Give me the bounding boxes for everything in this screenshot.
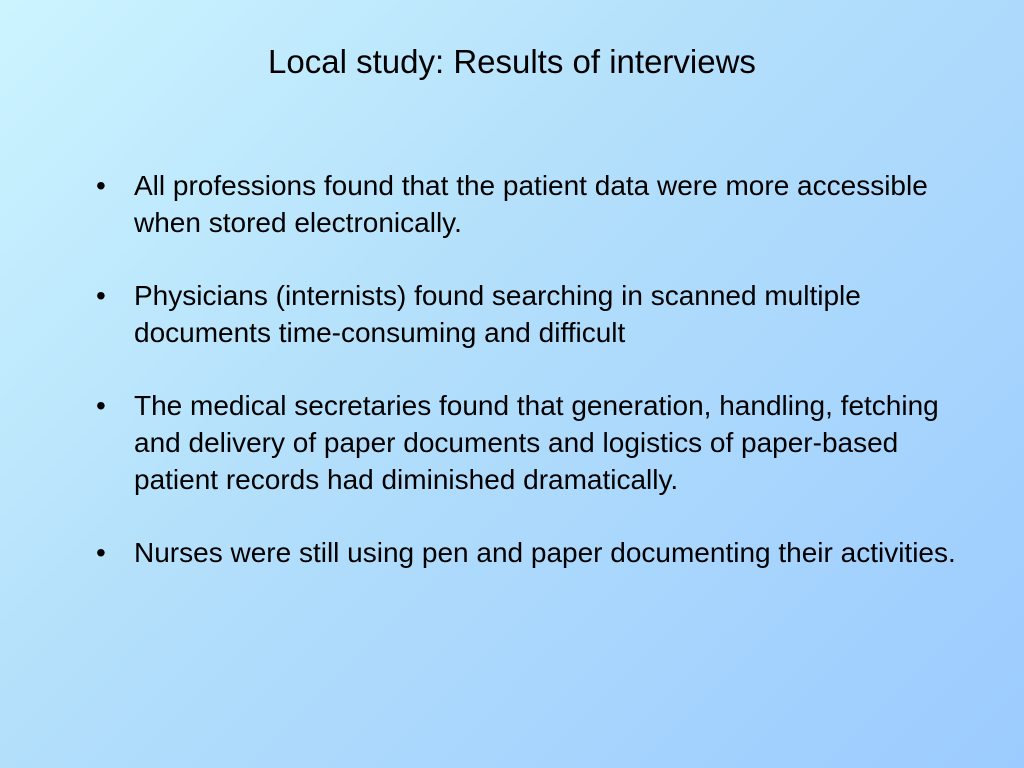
bullet-marker: • (96, 390, 106, 421)
bullet-item (96, 277, 956, 351)
bullet-item (96, 387, 956, 498)
bullet-text: Nurses were still using pen and paper documenting their activities. (134, 537, 956, 568)
bullet-item (96, 167, 956, 241)
bullet-marker: • (96, 170, 106, 201)
bullet-text: The medical secretaries found that generation, handling, fetching and delivery of paper documents and logistics of paper-based patient records had diminished dramatically. (134, 390, 939, 495)
bullet-text: All professions found that the patient data were more accessible when stored electronically. (134, 170, 928, 238)
bullet-text: Physicians (internists) found searching in scanned multiple documents time-consuming and difficult (134, 280, 861, 348)
bullet-list (96, 167, 956, 607)
bullet-marker: • (96, 280, 106, 311)
bullet-marker: • (96, 537, 106, 568)
slide-title: Local study: Results of interviews (268, 43, 756, 80)
bullet-item (96, 534, 956, 571)
